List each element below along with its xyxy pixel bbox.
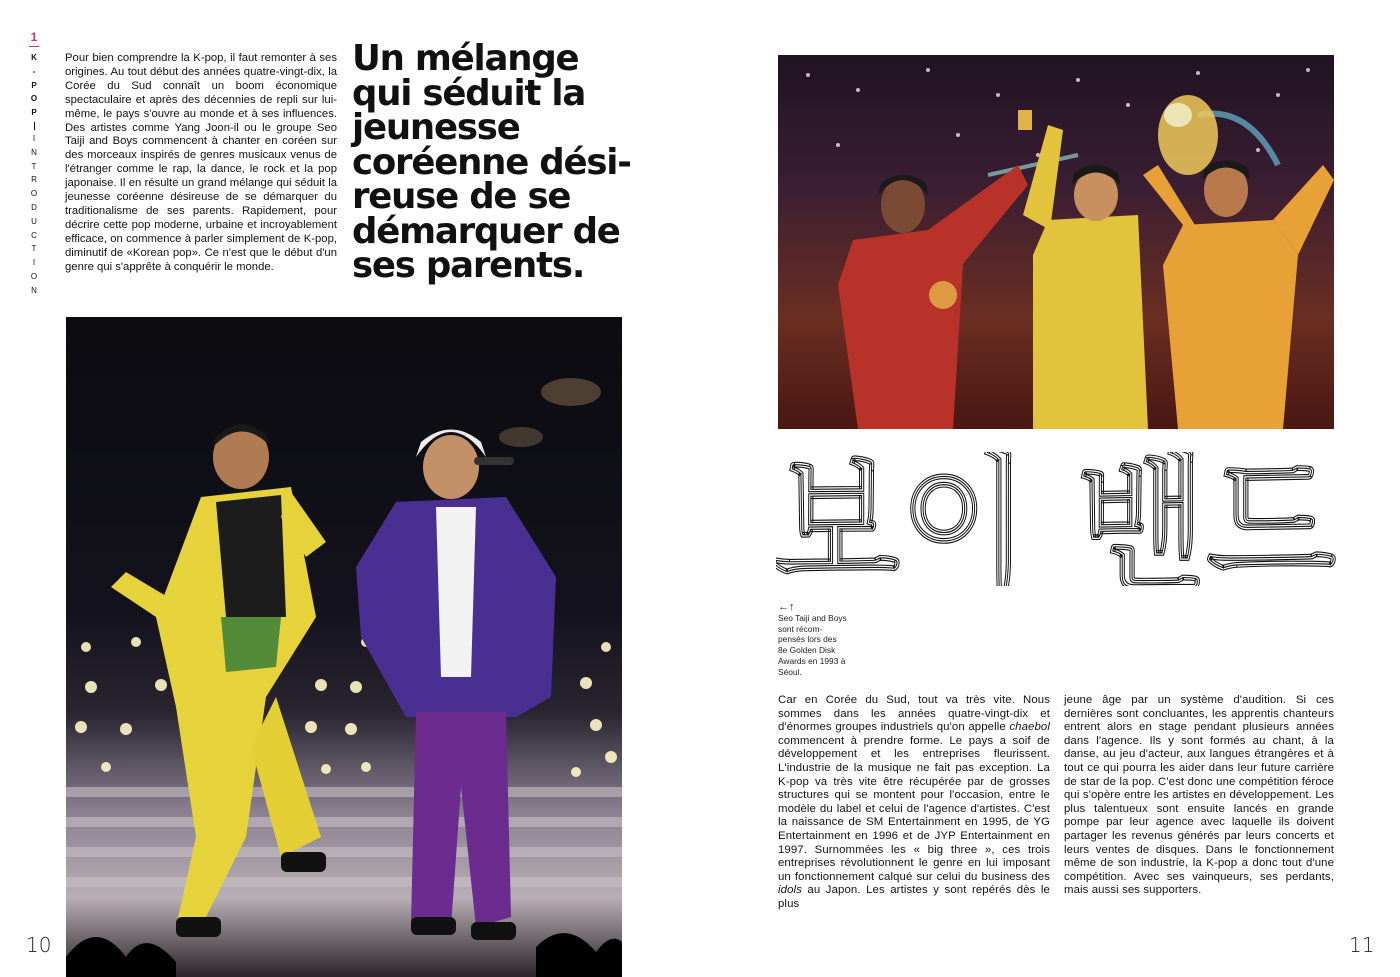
korean-title-art: [776, 452, 1338, 586]
headline-line: qui séduit la: [352, 72, 586, 114]
rail-letter: N: [31, 285, 37, 295]
rail-letter: R: [31, 175, 37, 185]
body-text: commencent à prendre forme. Le pays a soif de développement et les entreprises fleurissent. L'industrie de la musique ne fait pas exception. La K-pop va très vite être récupérée par de grosses structures qui se montent pour l'occasion, entre le modèle du label et celui de l'agence d'artistes. C'est la naissance de SM Entertainment en 1995, de YG Entertainment en 1996 et de JYP Entertainment en 1997. Surnommées les « big three », ces trois entreprises révolutionnent le genre en lui imposant un fonctionnement calqué sur celui du business des: [778, 734, 1050, 883]
page-number-left: 10: [26, 933, 52, 957]
section-number: 1: [29, 30, 39, 47]
caption-line: Awards en 1993 à: [778, 655, 846, 666]
rail-letter: O: [30, 189, 38, 199]
photo-caption: [778, 601, 862, 677]
korean-outline-title: [776, 452, 1338, 586]
korean-title-text: 보이 밴드: [776, 452, 1337, 586]
concert-photo-illustration: [66, 317, 622, 977]
body-emphasis: idols: [778, 884, 802, 897]
intro-paragraph: Pour bien comprendre la K-pop, il faut remonter à ses origines. Au tout début des années quatre-vingt-dix, la Corée du Sud connaît un boom économique spectaculaire et après des décennies de repli sur lui-même, le pays s'ouvre au monde et à ses influences. Des artistes comme Yang Joon-il ou le groupe Seo Taiji and Boys commencent à chanter en coréen sur des morceaux inspirés de genres musicaux venus de l'étranger comme le rap, la dance, le rock et la pop japonaise. Il en résulte un grand mélange qui séduit la jeunesse coréenne désireuse de se démarquer du traditionalisme de ses parents. Rapidement, pour décrire cette pop moderne, urbaine et incroyablement efficace, on commence à parler simplement de K-pop, diminutif de «Korean pop». Ce n'est que le début d'un genre qui s'apprête à conquérir le monde.: [65, 52, 337, 273]
rail-letter: K: [31, 53, 37, 62]
headline-line: démarquer de: [352, 210, 620, 252]
section-label-introduction: [26, 132, 42, 298]
rail-divider: [34, 122, 35, 130]
rail-letter: O: [30, 94, 38, 104]
headline-line: reuse de se: [352, 176, 571, 217]
rail-letter: -: [32, 66, 36, 76]
concert-photo: [66, 317, 622, 977]
headline: [352, 38, 692, 286]
caption-line: Seo Taiji and Boys: [778, 613, 847, 623]
caption-line: Séoul.: [778, 666, 802, 677]
award-photo: [778, 55, 1334, 429]
rail-letter: T: [31, 161, 37, 171]
body-text: au Japon. Les artistes y sont repérés dès le plus: [778, 884, 1050, 910]
rail-letter: P: [31, 108, 37, 118]
page-number-right: 11: [1349, 933, 1375, 957]
caption-line: sont récom-: [778, 623, 823, 634]
headline-line: coréenne dési-: [352, 141, 631, 183]
body-column-2: jeune âge par un système d'audition. Si ces dernières sont concluantes, les apprentis chanteurs entrent alors en stage pendant plusieurs années dans l'agence. Ils y sont formés au chant, à la danse, au jeu d'acteur, aux langues étrangères et à tout ce qui pourra les aider dans leur future carrière de star de la pop. C'est donc une compétition féroce qui s'opère entre les artistes en développement. Les plus talentueux sont ensuite lancés en grande pompe par leur agence avec laquelle ils doivent partager les revenus générés par leurs concerts et leurs ventes de disques. Dans le fonctionnement même de son industrie, la K-pop a donc tout d'une compétition. Avec ses vainqueurs, ses perdants, mais aussi ses supporters.: [1064, 694, 1334, 897]
body-emphasis: chaebol: [1009, 721, 1050, 734]
headline-line: jeunesse: [352, 107, 520, 148]
rail-letter: C: [31, 230, 37, 240]
headline-line: Un mélange: [352, 38, 579, 79]
rail-letter: P: [31, 80, 37, 90]
caption-line: 8e Golden Disk: [778, 645, 836, 656]
award-photo-illustration: [778, 55, 1334, 429]
caption-line: pensés lors des: [778, 634, 837, 645]
rail-letter: I: [32, 133, 36, 143]
caption-arrows: ←↑: [778, 601, 795, 613]
rail-letter: D: [31, 202, 37, 212]
rail-letter: N: [31, 147, 37, 157]
rail-letter: U: [31, 216, 37, 226]
section-label-kpop: [26, 51, 42, 120]
rail-letter: T: [31, 244, 37, 254]
rail-letter: I: [32, 258, 36, 268]
body-column-1: [778, 694, 1050, 912]
body-text: Car en Corée du Sud, tout va très vite. Nous sommes dans les années quatre-vingt-dix et d'énormes groupes industriels qu'on appelle: [778, 694, 1050, 734]
section-rail: [26, 30, 42, 298]
headline-line: ses parents.: [352, 245, 585, 286]
rail-letter: O: [30, 271, 38, 281]
